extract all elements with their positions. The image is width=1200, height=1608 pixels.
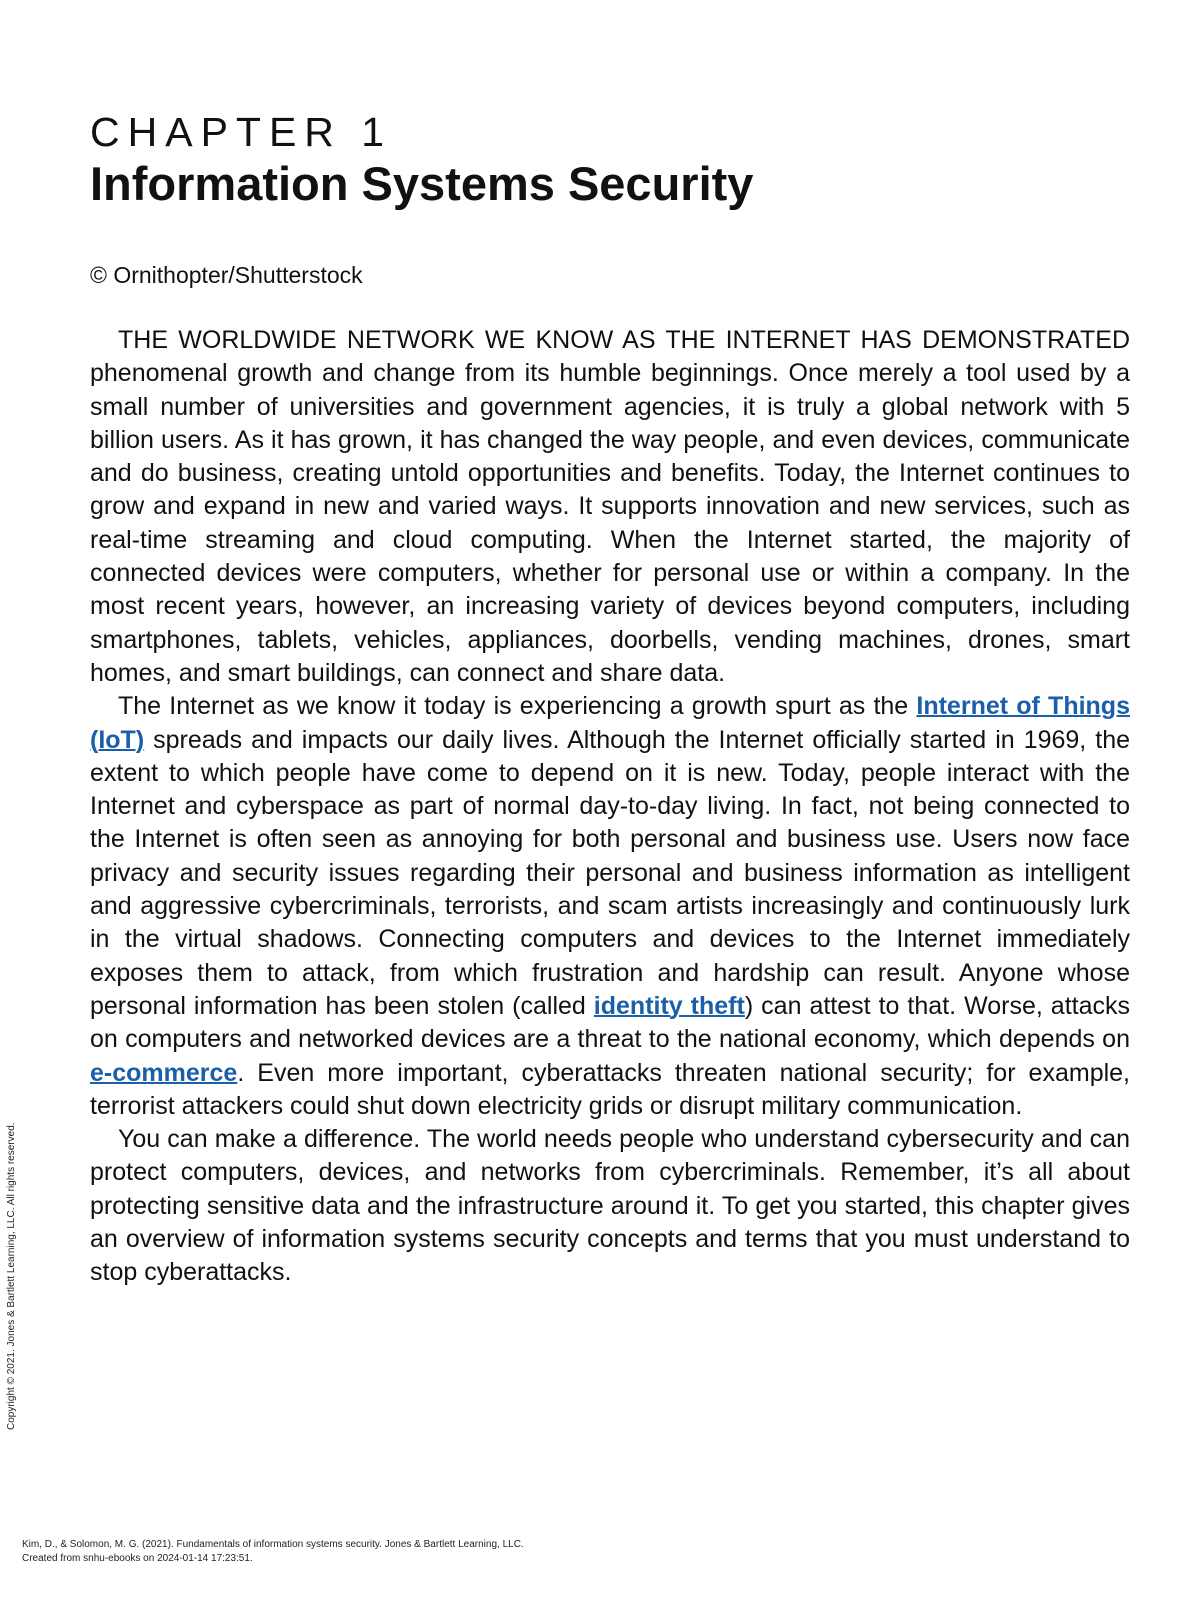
paragraph-2-text-d: . Even more important, cyberattacks threaten national security; for example, terrorist attackers could shut down electricity grids or disrupt military communication. (90, 1058, 1130, 1120)
paragraph-2-text-c: ) can attest to that. Worse, attacks on computers and networked devices are a threat to the national economy, which depends on (90, 991, 1130, 1054)
chapter-body (90, 324, 1130, 1290)
paragraph-3: You can make a difference. The world needs people who understand cybersecurity and can protect computers, devices, and networks from cybercriminals. Remember, it’s all about protecting sensitive data and the infrastructure around it. To get you started, this chapter gives an overview of information systems security concepts and terms that you must understand to stop cyberattacks. (90, 1125, 1130, 1287)
chapter-title: Information Systems Security (90, 157, 754, 210)
internet-of-things-link[interactable]: Internet of Things (IoT) (90, 692, 1130, 754)
image-credit: © Ornithopter/Shutterstock (90, 262, 363, 288)
e-commerce-link[interactable]: e-commerce (90, 1058, 238, 1087)
footer-citation: Kim, D., & Solomon, M. G. (2021). Fundamentals of information systems security. Jones & Bartlett Learning, LLC. (22, 1539, 524, 1550)
page-content (90, 108, 1130, 1290)
chapter-label: CHAPTER 1 (90, 109, 393, 155)
identity-theft-link[interactable]: identity theft (593, 991, 745, 1020)
paragraph-2 (90, 690, 1130, 1123)
paragraph-2-text-a: The Internet as we know it today is experiencing a growth spurt as the (118, 692, 917, 721)
paragraph-1: THE WORLDWIDE NETWORK WE KNOW AS THE INTERNET HAS DEMONSTRATED phenomenal growth and change from its humble beginnings. Once merely a tool used by a small number of universities and government agencies, it is truly a global network with 5 billion users. As it has grown, it has changed the way people, and even devices, communicate and do business, creating untold opportunities and benefits. Today, the Internet continues to grow and expand in new and varied ways. It supports innovation and new services, such as real-time streaming and cloud computing. When the Internet started, the majority of connected devices were computers, whether for personal use or within a company. In the most recent years, however, an increasing variety of devices beyond computers, including smartphones, tablets, vehicles, appliances, doorbells, vending machines, drones, smart homes, and smart buildings, can connect and share data. (90, 326, 1130, 687)
footer (22, 1538, 524, 1566)
paragraph-2-text-b: spreads and impacts our daily lives. Although the Internet officially started in 1969, the extent to which people have come to depend on it is new. Today, people interact with the Internet and cyberspace as part of normal day-to-day living. In fact, not being connected to the Internet is often seen as annoying for both personal and business use. Users now face privacy and security issues regarding their personal and business information as intelligent and aggressive cybercriminals, terrorists, and scam artists increasingly and continuously lurk in the virtual shadows. Connecting computers and devices to the Internet immediately exposes them to attack, from which frustration and hardship can result. Anyone whose personal information has been stolen (called (90, 725, 1130, 1020)
side-copyright-notice: Copyright © 2021. Jones & Bartlett Learning, LLC. All rights reserved. (6, 1122, 17, 1430)
footer-created: Created from snhu-ebooks on 2024-01-14 17:23:51. (22, 1553, 253, 1564)
